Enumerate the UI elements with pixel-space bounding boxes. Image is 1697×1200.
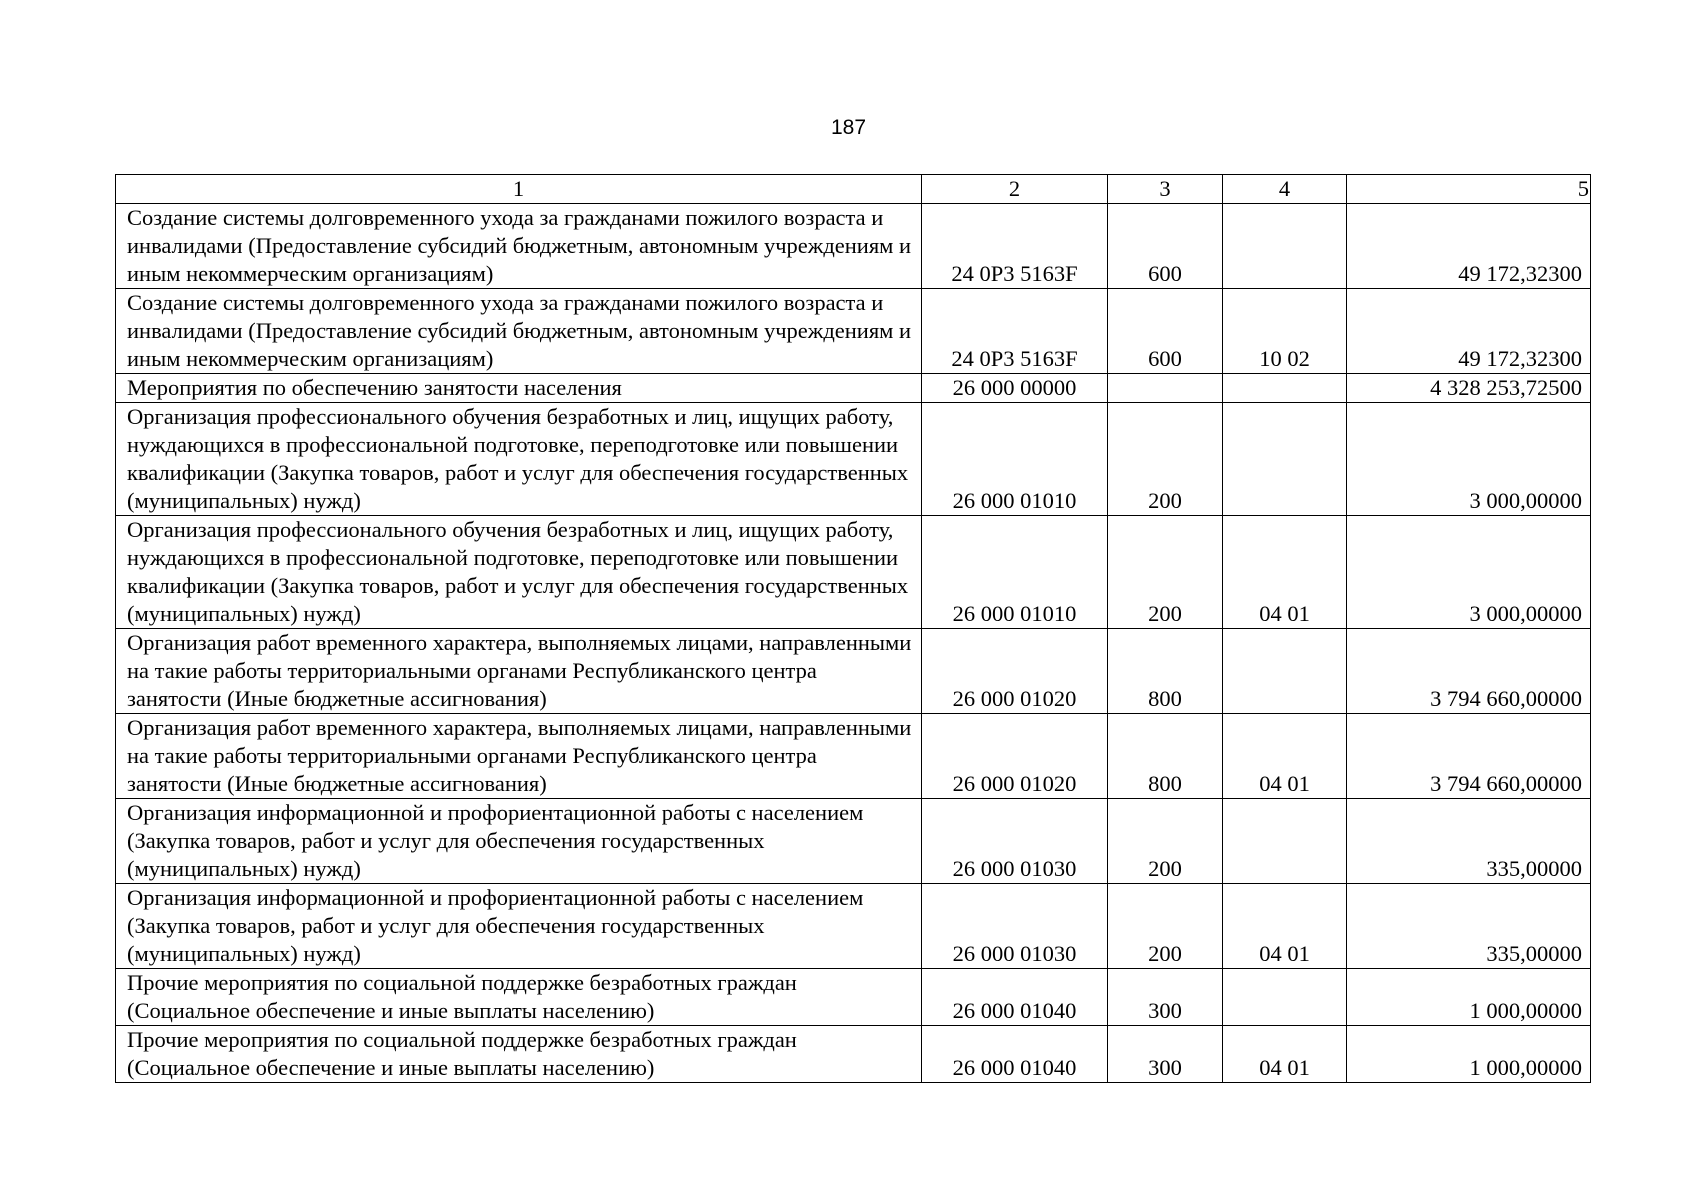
- column-header-4: 4: [1223, 175, 1347, 204]
- row-code-cell: 24 0P3 5163F: [922, 289, 1108, 374]
- row-amount-cell: 3 000,00000: [1347, 516, 1591, 629]
- table-row: [116, 1026, 1591, 1083]
- row-code-cell: 26 000 01010: [922, 516, 1108, 629]
- table-row: [116, 516, 1591, 629]
- row-amount-cell: 49 172,32300: [1347, 289, 1591, 374]
- row-code-cell: 26 000 01010: [922, 403, 1108, 516]
- row-type-cell: 200: [1108, 403, 1223, 516]
- row-name-cell: Прочие мероприятия по социальной поддержке безработных граждан (Социальное обеспечение и иные выплаты населению): [116, 969, 922, 1026]
- table-header-row: [116, 175, 1591, 204]
- row-section-cell: 04 01: [1223, 1026, 1347, 1083]
- row-name-cell: Организация профессионального обучения безработных и лиц, ищущих работу, нуждающихся в профессиональной подготовке, переподготовке или повышении квалификации (Закупка товаров, работ и услуг для обеспечения государственных (муниципальных) нужд): [116, 516, 922, 629]
- row-amount-cell: 335,00000: [1347, 884, 1591, 969]
- row-amount-cell: 49 172,32300: [1347, 204, 1591, 289]
- row-name-cell: Создание системы долговременного ухода за гражданами пожилого возраста и инвалидами (Предоставление субсидий бюджетным, автономным учреждениям и иным некоммерческим организациям): [116, 204, 922, 289]
- table-row: [116, 799, 1591, 884]
- table-row: [116, 374, 1591, 403]
- row-section-cell: 04 01: [1223, 884, 1347, 969]
- column-header-3: 3: [1108, 175, 1223, 204]
- row-code-cell: 26 000 00000: [922, 374, 1108, 403]
- row-section-cell: [1223, 799, 1347, 884]
- table-row: [116, 204, 1591, 289]
- row-type-cell: [1108, 374, 1223, 403]
- row-section-cell: 10 02: [1223, 289, 1347, 374]
- row-code-cell: 26 000 01020: [922, 714, 1108, 799]
- column-header-2: 2: [922, 175, 1108, 204]
- row-code-cell: 26 000 01040: [922, 1026, 1108, 1083]
- row-type-cell: 800: [1108, 629, 1223, 714]
- row-amount-cell: 1 000,00000: [1347, 1026, 1591, 1083]
- row-amount-cell: 3 794 660,00000: [1347, 714, 1591, 799]
- row-section-cell: [1223, 403, 1347, 516]
- row-name-cell: Прочие мероприятия по социальной поддержке безработных граждан (Социальное обеспечение и иные выплаты населению): [116, 1026, 922, 1083]
- row-type-cell: 300: [1108, 1026, 1223, 1083]
- row-type-cell: 200: [1108, 884, 1223, 969]
- table-row: [116, 289, 1591, 374]
- row-section-cell: [1223, 629, 1347, 714]
- row-type-cell: 200: [1108, 799, 1223, 884]
- row-type-cell: 300: [1108, 969, 1223, 1026]
- row-name-cell: Организация информационной и профориентационной работы с населением (Закупка товаров, работ и услуг для обеспечения государственных (муниципальных) нужд): [116, 799, 922, 884]
- table-row: [116, 714, 1591, 799]
- row-code-cell: 26 000 01020: [922, 629, 1108, 714]
- page-number: 187: [830, 116, 867, 139]
- row-code-cell: 26 000 01030: [922, 884, 1108, 969]
- row-name-cell: Создание системы долговременного ухода за гражданами пожилого возраста и инвалидами (Предоставление субсидий бюджетным, автономным учреждениям и иным некоммерческим организациям): [116, 289, 922, 374]
- row-name-cell: Мероприятия по обеспечению занятости населения: [116, 374, 922, 403]
- row-name-cell: Организация работ временного характера, выполняемых лицами, направленными на такие работы территориальными органами Республиканского центра занятости (Иные бюджетные ассигнования): [116, 629, 922, 714]
- row-amount-cell: 1 000,00000: [1347, 969, 1591, 1026]
- row-amount-cell: 3 000,00000: [1347, 403, 1591, 516]
- row-section-cell: [1223, 969, 1347, 1026]
- column-header-5: 5: [1347, 175, 1591, 204]
- row-name-cell: Организация информационной и профориентационной работы с населением (Закупка товаров, работ и услуг для обеспечения государственных (муниципальных) нужд): [116, 884, 922, 969]
- row-section-cell: 04 01: [1223, 714, 1347, 799]
- row-name-cell: Организация работ временного характера, выполняемых лицами, направленными на такие работы территориальными органами Республиканского центра занятости (Иные бюджетные ассигнования): [116, 714, 922, 799]
- row-type-cell: 600: [1108, 289, 1223, 374]
- column-header-1: 1: [116, 175, 922, 204]
- row-type-cell: 200: [1108, 516, 1223, 629]
- row-section-cell: [1223, 374, 1347, 403]
- budget-table: [115, 174, 1591, 1083]
- row-type-cell: 800: [1108, 714, 1223, 799]
- row-code-cell: 24 0P3 5163F: [922, 204, 1108, 289]
- table-row: [116, 884, 1591, 969]
- row-code-cell: 26 000 01030: [922, 799, 1108, 884]
- row-amount-cell: 4 328 253,72500: [1347, 374, 1591, 403]
- row-section-cell: [1223, 204, 1347, 289]
- table-row: [116, 629, 1591, 714]
- row-amount-cell: 335,00000: [1347, 799, 1591, 884]
- row-name-cell: Организация профессионального обучения безработных и лиц, ищущих работу, нуждающихся в профессиональной подготовке, переподготовке или повышении квалификации (Закупка товаров, работ и услуг для обеспечения государственных (муниципальных) нужд): [116, 403, 922, 516]
- table-row: [116, 969, 1591, 1026]
- row-section-cell: 04 01: [1223, 516, 1347, 629]
- row-code-cell: 26 000 01040: [922, 969, 1108, 1026]
- table-row: [116, 403, 1591, 516]
- row-type-cell: 600: [1108, 204, 1223, 289]
- row-amount-cell: 3 794 660,00000: [1347, 629, 1591, 714]
